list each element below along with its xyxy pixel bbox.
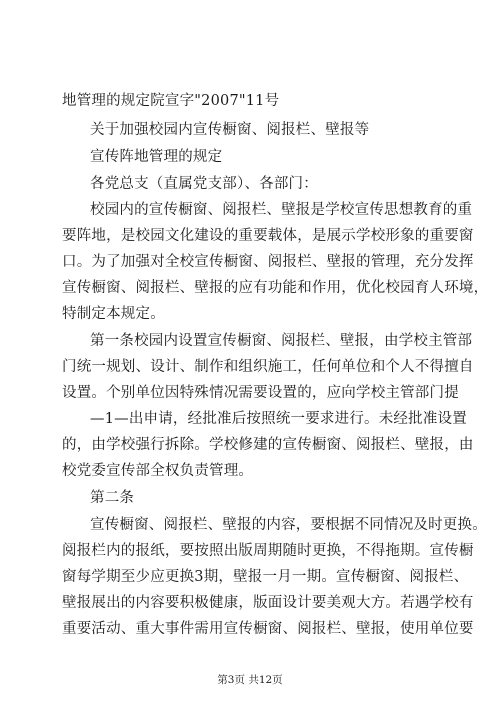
article-line: 设置。个别单位因特殊情况需要设置的，应向学校主管部门提 bbox=[62, 385, 459, 401]
article-line: 宣传橱窗、阅报栏、壁报的内容，要根据不同情况及时更换。 bbox=[90, 517, 487, 533]
article-line: 的，由学校强行拆除。学校修建的宣传橱窗、阅报栏、壁报，由 bbox=[62, 437, 474, 453]
paragraph-line: 要阵地，是校园文化建设的重要载体，是展示学校形象的重要窗 bbox=[62, 228, 474, 244]
paragraph-line: 口。为了加强对全校宣传橱窗、阅报栏、壁报的管理，充分发挥 bbox=[62, 254, 474, 270]
article-line: 门统一规划、设计、制作和组织施工，任何单位和个人不得擅自 bbox=[62, 359, 474, 375]
salutation-line: 各党总支（直属党支部）、各部门： bbox=[90, 176, 318, 192]
article-heading: 第二条 bbox=[90, 490, 135, 506]
page-footer: 第3页 共12页 bbox=[217, 674, 283, 686]
article-line: 窗每学期至少应更换3期，壁报一月一期。宣传橱窗、阅报栏、 bbox=[62, 569, 469, 585]
paragraph-line: 特制定本规定。 bbox=[62, 306, 165, 322]
text-line: 地管理的规定院宣字"2007"11号 bbox=[62, 93, 280, 109]
article-line: 第一条校园内设置宣传橱窗、阅报栏、壁报，由学校主管部 bbox=[90, 333, 473, 349]
article-line: —1—出申请，经批准后按照统一要求进行。未经批准设置 bbox=[90, 411, 467, 427]
title-line: 关于加强校园内宣传橱窗、阅报栏、壁报等 bbox=[90, 122, 370, 138]
title-line: 宣传阵地管理的规定 bbox=[90, 149, 223, 165]
paragraph-line: 校园内的宣传橱窗、阅报栏、壁报是学校宣传思想教育的重 bbox=[90, 202, 473, 218]
article-line: 阅报栏内的报纸，要按照出版周期随时更换，不得拖期。宣传橱 bbox=[62, 543, 474, 559]
paragraph-line: 宣传橱窗、阅报栏、壁报的应有功能和作用，优化校园育人环境， bbox=[62, 280, 489, 296]
article-line: 壁报展出的内容要积极健康，版面设计要美观大方。若遇学校有 bbox=[62, 595, 474, 611]
article-line: 重要活动、重大事件需用宣传橱窗、阅报栏、壁报，使用单位要 bbox=[62, 621, 474, 637]
article-line: 校党委宣传部全权负责管理。 bbox=[62, 463, 254, 479]
